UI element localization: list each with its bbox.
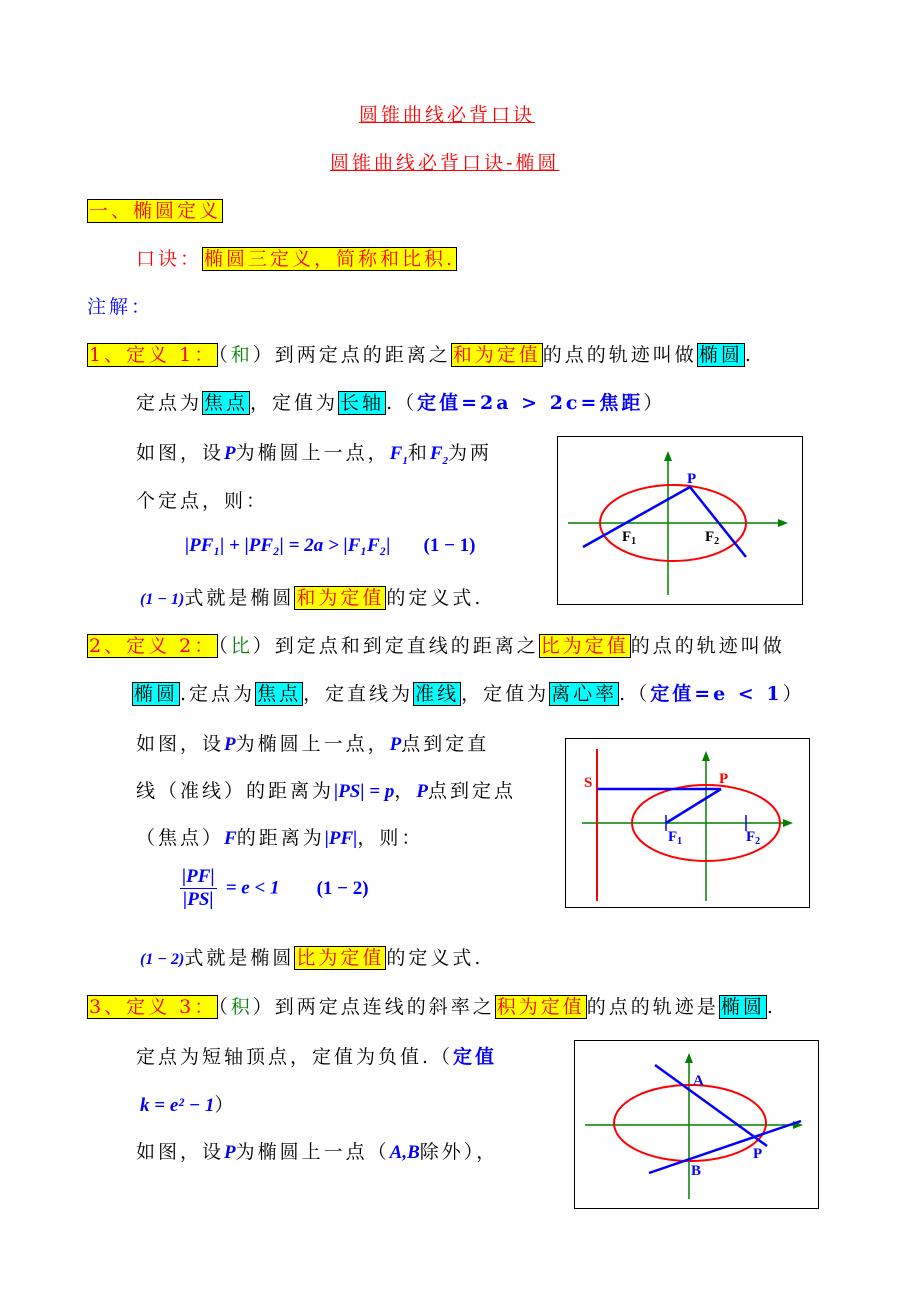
- frac-rhs: = e < 1: [225, 877, 280, 899]
- paren: ）: [252, 344, 275, 366]
- text: 到两定点连线的斜率之: [274, 996, 495, 1018]
- paren: ）: [252, 996, 275, 1018]
- text: ）: [782, 683, 805, 705]
- paren: ）: [252, 635, 275, 657]
- var-P: P: [416, 781, 429, 802]
- text: （焦点）: [136, 827, 225, 849]
- def1-text-a: 到两定点的距离之: [274, 344, 451, 366]
- def1-tail-highlight: 和为定值: [296, 587, 385, 609]
- period: .: [766, 996, 776, 1018]
- line-BP: [649, 1121, 801, 1173]
- def2-label: 2、定义 2：: [89, 635, 217, 657]
- def3-key: 积: [230, 996, 253, 1018]
- def2-note: 定值=e < 1: [650, 683, 783, 705]
- line-AP: [655, 1065, 767, 1146]
- denominator: |PS|: [183, 889, 214, 910]
- text: 式就是椭圆: [184, 587, 295, 609]
- text: 如图，设: [136, 733, 225, 755]
- label-F2: [746, 829, 760, 847]
- def3-line4: [136, 1137, 498, 1164]
- text: ，定直线为: [303, 683, 414, 705]
- def1-text-b: 的点的轨迹叫做: [542, 344, 697, 366]
- text: 的定义式.: [386, 587, 484, 609]
- def3-line2: [136, 1042, 497, 1069]
- var-F2: [429, 443, 449, 467]
- F: F: [622, 529, 632, 545]
- def2-line4: [136, 776, 516, 803]
- var-P: P: [224, 734, 236, 755]
- def2-line1: [87, 631, 785, 658]
- def3-note-a: 定值: [453, 1046, 498, 1068]
- var-F: F: [429, 443, 443, 464]
- text: 如图，设: [136, 1141, 225, 1163]
- sub: 1: [631, 536, 637, 547]
- text: ，: [394, 780, 417, 802]
- notes-heading: 注解：: [87, 296, 154, 318]
- text: 的点的轨迹是: [586, 996, 719, 1018]
- def1-major-axis: 长轴: [340, 392, 385, 414]
- def3-note-formula: k = e² − 1: [140, 1095, 215, 1116]
- label-B: B: [691, 1163, 702, 1179]
- def1-note: 定值=2a > 2c=焦距: [417, 392, 644, 414]
- text: 如图，设: [136, 442, 225, 464]
- label-F2: [705, 529, 719, 547]
- def2-tail-highlight: 比为定值: [296, 947, 385, 969]
- def3-line3: [140, 1090, 237, 1117]
- def3-label: 3、定义 3：: [89, 996, 217, 1018]
- def2-key: 比: [230, 635, 253, 657]
- paren: （: [218, 996, 231, 1018]
- label-P: P: [719, 771, 729, 787]
- text: .定点为: [180, 683, 256, 705]
- var-AB: A,B: [389, 1142, 420, 1163]
- y-arrow: [702, 751, 710, 761]
- page-subtitle: 圆锥曲线必背口诀-椭圆: [330, 152, 560, 174]
- label-P: P: [687, 471, 697, 487]
- text: 的距离为: [236, 827, 325, 849]
- def2-term: 椭圆: [134, 683, 179, 705]
- def1-highlight: 和为定值: [452, 344, 541, 366]
- text: 为椭圆上一点，: [235, 733, 390, 755]
- label-S: S: [584, 775, 593, 791]
- text: 线（准线）的距离为: [136, 780, 335, 802]
- var-P: P: [389, 734, 402, 755]
- x-arrow: [778, 519, 788, 527]
- text: 的点的轨迹叫做: [630, 635, 785, 657]
- text: ，则：: [357, 827, 424, 849]
- def1-focus: 焦点: [204, 392, 249, 414]
- text: 到定点和到定直线的距离之: [274, 635, 539, 657]
- def1-line1: [87, 340, 754, 367]
- text: 和: [407, 442, 430, 464]
- figure-svg: [575, 1041, 818, 1208]
- label-F1: [622, 529, 636, 547]
- text: ）: [214, 1094, 237, 1116]
- def1-key: 和: [230, 344, 253, 366]
- def2-tail: [140, 943, 483, 970]
- text: 除外），: [419, 1141, 499, 1163]
- def2-highlight: 比为定值: [540, 635, 629, 657]
- PF-abs: |PF|: [324, 828, 358, 849]
- tag: (1 − 1): [140, 591, 185, 608]
- figure-ellipse-product: [574, 1040, 819, 1209]
- text: ）: [643, 392, 666, 414]
- section-heading: [87, 196, 223, 223]
- koujue-text: 椭圆三定义，简称和比积.: [204, 248, 456, 270]
- sub: 2: [755, 836, 761, 847]
- sub: 2: [714, 536, 720, 547]
- y-arrow: [664, 451, 672, 461]
- label-P: P: [753, 1146, 763, 1162]
- var-F: F: [389, 443, 403, 464]
- text: .（: [386, 392, 418, 414]
- def3-term: 椭圆: [720, 996, 765, 1018]
- period: .: [744, 344, 754, 366]
- def1-term: 椭圆: [698, 344, 743, 366]
- var-F1: [389, 443, 408, 467]
- def1-line3: [136, 438, 492, 467]
- text: 为椭圆上一点，: [235, 442, 390, 464]
- def1-label: 1、定义 1：: [89, 344, 217, 366]
- fraction: [180, 866, 217, 911]
- formula-tag: (1 − 2): [316, 877, 369, 899]
- def2-eccentricity: 离心率: [551, 683, 618, 705]
- tag: (1 − 2): [140, 951, 185, 968]
- koujue-line: [136, 244, 457, 271]
- figure-svg: [558, 437, 802, 604]
- sub: 1: [402, 454, 408, 467]
- ellipse: [614, 1085, 766, 1161]
- numerator: |PF|: [182, 866, 215, 887]
- text: ，定值为: [461, 683, 550, 705]
- y-arrow: [685, 1053, 693, 1063]
- text: 定点为短轴顶点，定值为负值.（: [136, 1046, 454, 1068]
- text: 点到定点: [428, 780, 517, 802]
- def3-line1: [87, 992, 776, 1019]
- text: ，定值为: [250, 392, 339, 414]
- sub: 1: [677, 836, 683, 847]
- label-F1: [668, 829, 682, 847]
- paren: （: [218, 635, 231, 657]
- koujue-label: 口诀：: [136, 248, 203, 270]
- def2-directrix: 准线: [415, 683, 460, 705]
- formula-tag: (1 − 1): [423, 535, 476, 556]
- text: .（: [619, 683, 651, 705]
- text: 式就是椭圆: [184, 947, 295, 969]
- var-P: P: [224, 1142, 236, 1163]
- figure-ellipse-sum: [557, 436, 803, 605]
- paren: （: [218, 344, 231, 366]
- F: F: [746, 829, 756, 845]
- def3-highlight: 积为定值: [496, 996, 585, 1018]
- segment-PF1: [583, 487, 690, 547]
- segment-PF1: [666, 789, 721, 823]
- text: 点到定直: [401, 733, 490, 755]
- text: 为两: [448, 442, 493, 464]
- def2-line5: [136, 823, 423, 850]
- label-A: A: [693, 1073, 704, 1089]
- text: 定点为: [136, 392, 203, 414]
- def1-line4: 个定点，则：: [136, 490, 269, 512]
- page-title: 圆锥曲线必背口诀: [359, 104, 536, 126]
- def1-tail: [140, 583, 483, 610]
- x-arrow: [783, 819, 793, 827]
- text: 为椭圆上一点（: [235, 1141, 390, 1163]
- formula: |PF₁| + |PF₂| = 2a > |F₁F₂|: [185, 535, 391, 556]
- var-F: F: [224, 828, 237, 849]
- text: 的定义式.: [386, 947, 484, 969]
- var-P: P: [224, 443, 236, 464]
- section-heading-text: 一、椭圆定义: [89, 200, 222, 222]
- def2-focus: 焦点: [257, 683, 302, 705]
- sub: 2: [442, 454, 449, 467]
- def2-line3: [136, 729, 489, 756]
- figure-svg: [566, 739, 809, 907]
- PS-eq: |PS| = p: [334, 781, 395, 802]
- def2-formula: [180, 866, 369, 911]
- def1-line2: [136, 388, 665, 415]
- F: F: [668, 829, 678, 845]
- figure-ellipse-ratio: [565, 738, 810, 908]
- def2-line2: [132, 679, 805, 706]
- F: F: [705, 529, 715, 545]
- def1-formula: [185, 534, 476, 557]
